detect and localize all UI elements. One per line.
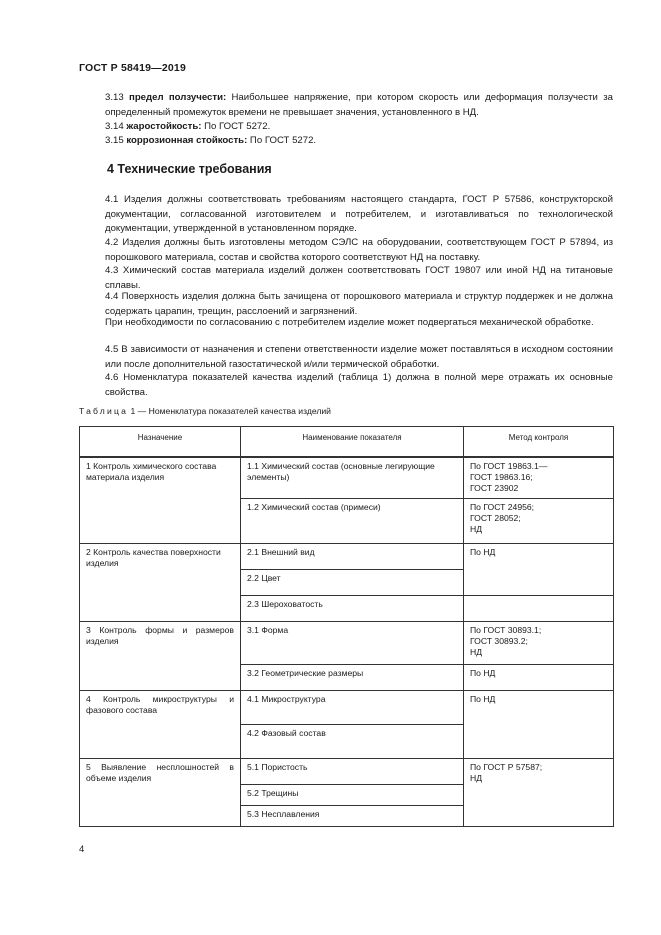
indicator-cell: 2.2 Цвет [241, 569, 464, 595]
method-line: ГОСТ 23902 [470, 483, 519, 493]
paragraph-machining [79, 316, 613, 331]
method-line: По ГОСТ 24956; [470, 501, 535, 512]
table-caption-text: 1 — Номенклатура показателей качества изделий [128, 406, 331, 416]
table-caption [79, 406, 331, 416]
method-line: ГОСТ 19863.16; [470, 472, 533, 482]
indicator-cell: 4.1 Микроструктура [241, 690, 464, 724]
paragraph-text: 4.1 Изделия должны соответствовать требованиям настоящего стандарта, ГОСТ Р 57586, конструкторской документации, согласованной изготовителем и потребителем, и изготавливаться по технологической документации, утвержденной в установленном порядке. [105, 194, 613, 234]
method-cell [464, 621, 614, 664]
purpose-cell: 4 Контроль микроструктуры и фазового состава [80, 690, 241, 758]
column-header-indicator: Наименование показателя [241, 427, 464, 458]
indicator-cell: 5.3 Несплавления [241, 805, 464, 826]
method-line: НД [470, 523, 483, 534]
table-row [80, 457, 614, 498]
indicator-cell: 2.1 Внешний вид [241, 543, 464, 569]
quality-indicators-table [79, 426, 614, 827]
paragraph-text: При необходимости по согласованию с потребителем изделие может подвергаться механической обработке. [105, 317, 594, 328]
indicator-cell: 2.3 Шероховатость [241, 595, 464, 621]
paragraph-text: 4.4 Поверхность изделия должна быть зачищена от порошкового материала и структур поддержек и не должна содержать царапин, трещин, расслоений и загрязнений. [105, 291, 613, 317]
definition-text: По ГОСТ 5272. [201, 121, 271, 132]
paragraph-text: 4.2 Изделия должны быть изготовлены методом СЭЛС на оборудовании, соответствующем ГОСТ Р 57894, из порошкового материала, состав и свойства которого соответствуют НД на поставку. [105, 237, 613, 263]
definition-number: 3.13 [105, 92, 124, 103]
definition-3-14 [79, 120, 613, 135]
paragraph-text: 4.6 Номенклатура показателей качества изделий (таблица 1) должна в полной мере отражать их основные свойства. [105, 372, 613, 398]
paragraph-4-1 [79, 193, 613, 237]
method-line: По ГОСТ Р 57587; [470, 761, 543, 772]
paragraph-4-2 [79, 236, 613, 265]
method-cell [464, 457, 614, 498]
method-line: НД [470, 646, 483, 657]
paragraph-4-5 [79, 343, 613, 372]
table-row [80, 690, 614, 724]
paragraph-4-4 [79, 290, 613, 319]
definition-3-13 [79, 91, 613, 120]
purpose-cell: 5 Выявление несплошностей в объеме изделия [80, 758, 241, 826]
purpose-cell: 3 Контроль формы и размеров изделия [80, 621, 241, 690]
indicator-cell: 3.2 Геометрические размеры [241, 664, 464, 690]
page-number: 4 [79, 844, 85, 855]
method-line: По ГОСТ 30893.1; [470, 624, 542, 635]
indicator-cell: 5.2 Трещины [241, 784, 464, 805]
purpose-cell: 2 Контроль качества поверхности изделия [80, 543, 241, 621]
paragraph-text: 4.5 В зависимости от назначения и степени ответственности изделие может поставляться в исходном состоянии или после дополнительной газостатической и/или термической обработки. [105, 344, 613, 370]
indicator-cell: 5.1 Пористость [241, 758, 464, 784]
definition-term: предел ползучести: [129, 92, 227, 103]
method-line: По ГОСТ 19863.1— [470, 461, 548, 471]
table-row [80, 758, 614, 784]
standard-header: ГОСТ Р 58419—2019 [79, 62, 187, 74]
definition-3-15 [79, 134, 613, 149]
method-cell [464, 758, 614, 826]
method-cell: По НД [464, 690, 614, 758]
indicator-cell: 3.1 Форма [241, 621, 464, 664]
section-title: 4 Технические требования [107, 162, 272, 176]
definition-term: жаростойкость: [126, 121, 202, 132]
paragraph-text: 4.3 Химический состав материала изделий должен соответствовать ГОСТ 19807 или иной НД на титановые сплавы. [105, 265, 613, 291]
definition-number: 3.14 [105, 121, 124, 132]
method-cell: По НД [464, 664, 614, 690]
method-line: ГОСТ 28052; [470, 512, 521, 523]
indicator-cell: 4.2 Фазовый состав [241, 724, 464, 758]
definition-text: По ГОСТ 5272. [247, 135, 317, 146]
table-row [80, 621, 614, 664]
method-line: ГОСТ 30893.2; [470, 635, 528, 646]
method-line: НД [470, 772, 483, 783]
method-cell: По НД [464, 543, 614, 595]
table-row [80, 543, 614, 569]
column-header-method: Метод контроля [464, 427, 614, 458]
purpose-cell: 1 Контроль химического состава материала изделия [80, 457, 241, 543]
method-cell [464, 498, 614, 543]
paragraph-4-6 [79, 371, 613, 400]
indicator-cell: 1.2 Химический состав (примеси) [241, 498, 464, 543]
paragraph-4-3 [79, 264, 613, 293]
table-caption-prefix: Таблица [79, 406, 129, 416]
table-header-row [80, 427, 614, 458]
indicator-cell: 1.1 Химический состав (основные легирующие элементы) [241, 457, 464, 498]
definition-text: Наибольшее напряжение, при котором скорость или деформация ползучести за определенный промежуток времени не превышает значения, установленного в НД. [105, 92, 613, 118]
definition-number: 3.15 [105, 135, 124, 146]
column-header-purpose: Назначение [80, 427, 241, 458]
method-cell [464, 595, 614, 621]
definition-term: коррозионная стойкость: [126, 135, 248, 146]
